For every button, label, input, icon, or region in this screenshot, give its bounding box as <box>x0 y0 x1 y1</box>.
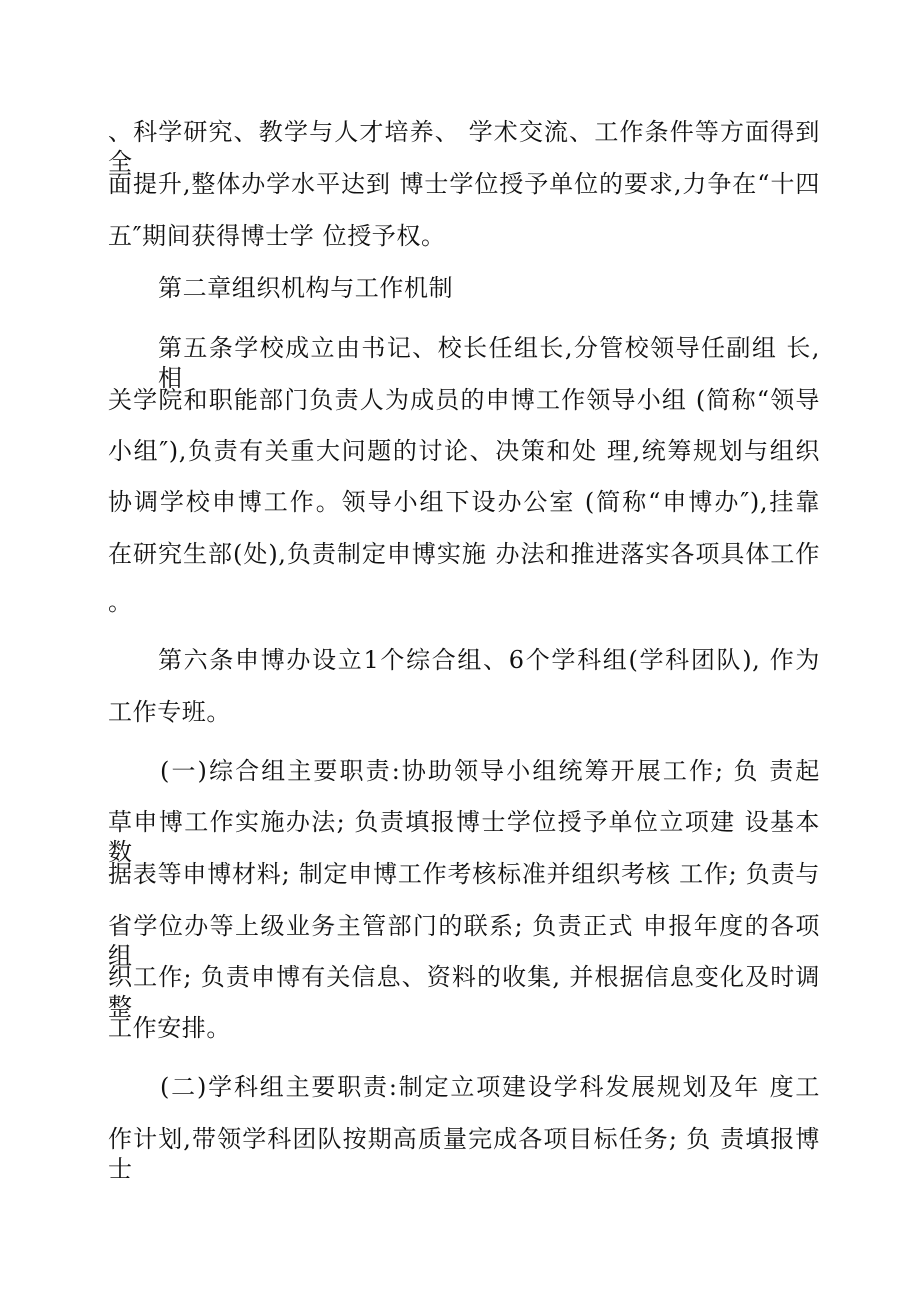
text-line: 面提升,整体办学水平达到 博士学位授予单位的要求,力争在“十四 <box>108 170 820 198</box>
text-line: 小组″),负责有关重大问题的讨论、决策和处 理,统筹规划与组织 <box>108 437 820 465</box>
text-line: 作计划,带领学科团队按期高质量完成各项目标任务; 负 责填报博士 <box>108 1125 820 1183</box>
text-line: 据表等申博材料; 制定申博工作考核标准并组织考核 工作; 负责与 <box>108 860 820 888</box>
text-line: 、科学研究、教学与人才培养、 学术交流、工作条件等方面得到全 <box>108 118 820 176</box>
text-line: 织工作; 负责申博有关信息、资料的收集, 并根据信息变化及时调整 <box>108 963 820 1021</box>
text-line: 工作专班。 <box>108 698 231 726</box>
text-line: 第六条申博办设立1个综合组、6个学科组(学科团队), 作为 <box>158 646 820 674</box>
text-line: 协调学校申博工作。领导小组下设办公室 (简称“申博办″),挂靠 <box>108 488 820 516</box>
text-line: (一)综合组主要职责:协助领导小组统筹开展工作; 负 责起 <box>160 757 820 785</box>
text-line: 五″期间获得博士学 位授予权。 <box>108 222 446 250</box>
text-line: 关学院和职能部门负责人为成员的申博工作领导小组 (简称“领导 <box>108 386 820 414</box>
text-line: 第五条学校成立由书记、校长任组长,分管校领导任副组 长,相 <box>158 334 820 392</box>
text-line: 草申博工作实施办法; 负责填报博士学位授予单位立项建 设基本数 <box>108 808 820 866</box>
text-line: 。 <box>108 588 133 616</box>
text-line: 在研究生部(处),负责制定申博实施 办法和推进落实各项具体工作 <box>108 540 820 568</box>
chapter-heading: 第二章组织机构与工作机制 <box>158 274 454 302</box>
text-line: (二)学科组主要职责:制定立项建设学科发展规划及年 度工 <box>160 1073 820 1101</box>
text-line: 工作安排。 <box>108 1014 231 1042</box>
text-line: 省学位办等上级业务主管部门的联系; 负责正式 申报年度的各项组 <box>108 912 820 970</box>
